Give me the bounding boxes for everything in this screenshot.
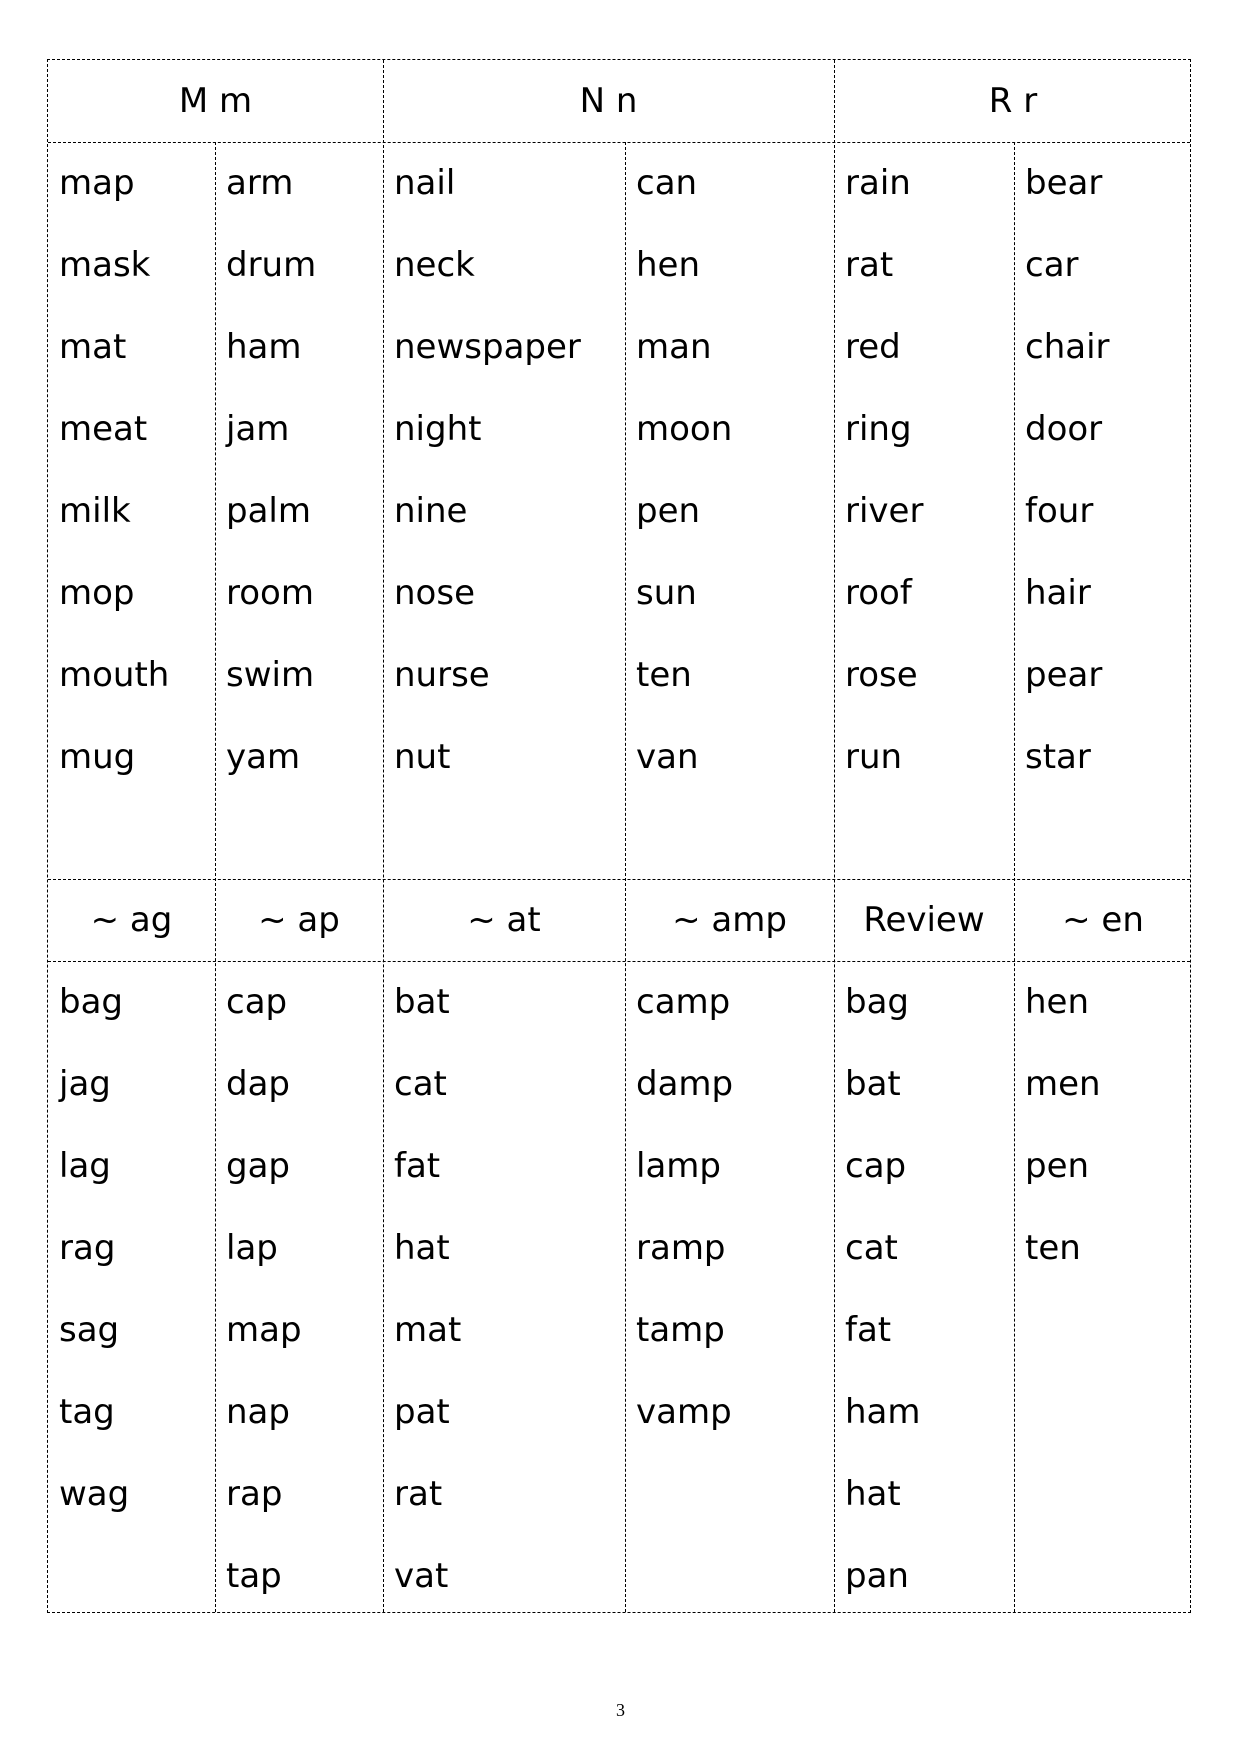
word: tap — [226, 1556, 282, 1596]
word: mug — [59, 737, 136, 777]
word: hen — [636, 245, 701, 285]
word: rose — [845, 655, 918, 695]
word: wag — [59, 1474, 130, 1514]
word: swim — [226, 655, 315, 695]
word: can — [636, 163, 698, 203]
word-column-r-initial — [834, 142, 1014, 798]
word: pear — [1025, 655, 1103, 695]
word: nurse — [394, 655, 490, 695]
word-column-m-initial — [48, 142, 215, 798]
word: cat — [845, 1228, 898, 1268]
word: roof — [845, 573, 912, 613]
word: drum — [226, 245, 317, 285]
word: bat — [394, 982, 450, 1022]
word: mop — [59, 573, 135, 613]
word: newspaper — [394, 327, 581, 367]
word: sun — [636, 573, 697, 613]
word: car — [1025, 245, 1079, 285]
word: mouth — [59, 655, 170, 695]
word: pan — [845, 1556, 909, 1596]
word: map — [59, 163, 135, 203]
word: lamp — [636, 1146, 721, 1186]
word: tamp — [636, 1310, 725, 1350]
word-column-m-final — [215, 142, 383, 798]
header-amp: ~ amp — [672, 900, 787, 940]
word: van — [636, 737, 699, 777]
word: ham — [226, 327, 302, 367]
word: nose — [394, 573, 475, 613]
word: mask — [59, 245, 151, 285]
word: red — [845, 327, 901, 367]
word: meat — [59, 409, 148, 449]
word: ten — [636, 655, 692, 695]
word: rain — [845, 163, 911, 203]
word-column-en — [1014, 961, 1192, 1289]
word: camp — [636, 982, 731, 1022]
word: arm — [226, 163, 294, 203]
header-n: N n — [579, 81, 638, 121]
word: rat — [845, 245, 894, 285]
word: cat — [394, 1064, 447, 1104]
word: four — [1025, 491, 1094, 531]
word: hat — [845, 1474, 901, 1514]
word: gap — [226, 1146, 290, 1186]
header-ag: ~ ag — [90, 900, 173, 940]
word: nut — [394, 737, 451, 777]
word: cap — [845, 1146, 907, 1186]
word: rat — [394, 1474, 443, 1514]
header-r: R r — [988, 81, 1038, 121]
word: pat — [394, 1392, 450, 1432]
word: jag — [59, 1064, 111, 1104]
word: star — [1025, 737, 1091, 777]
word: hen — [1025, 982, 1090, 1022]
word: run — [845, 737, 903, 777]
word-column-ap — [215, 961, 383, 1617]
word-column-n-final — [625, 142, 834, 798]
word-column-r-final — [1014, 142, 1192, 798]
word: rag — [59, 1228, 116, 1268]
word: rap — [226, 1474, 283, 1514]
word: nap — [226, 1392, 290, 1432]
word: ten — [1025, 1228, 1081, 1268]
word: mat — [59, 327, 127, 367]
word: bat — [845, 1064, 901, 1104]
word: map — [226, 1310, 302, 1350]
word-table — [47, 59, 1191, 1613]
word: bag — [59, 982, 123, 1022]
header-en: ~ en — [1062, 900, 1144, 940]
word: river — [845, 491, 924, 531]
word: neck — [394, 245, 475, 285]
word: ham — [845, 1392, 921, 1432]
word: palm — [226, 491, 311, 531]
word: yam — [226, 737, 301, 777]
word: cap — [226, 982, 288, 1022]
word: bag — [845, 982, 909, 1022]
word: hair — [1025, 573, 1091, 613]
word: man — [636, 327, 712, 367]
word: lag — [59, 1146, 111, 1186]
header-ap: ~ ap — [258, 900, 340, 940]
word-column-ag — [48, 961, 215, 1535]
word: men — [1025, 1064, 1101, 1104]
word: lap — [226, 1228, 278, 1268]
word: moon — [636, 409, 733, 449]
header-review: Review — [863, 900, 985, 940]
word: nail — [394, 163, 456, 203]
word: room — [226, 573, 314, 613]
word: milk — [59, 491, 131, 531]
word: ring — [845, 409, 912, 449]
word: fat — [845, 1310, 892, 1350]
word: bear — [1025, 163, 1103, 203]
word: vamp — [636, 1392, 732, 1432]
word: jam — [226, 409, 290, 449]
header-at: ~ at — [467, 900, 541, 940]
word: sag — [59, 1310, 120, 1350]
word: tag — [59, 1392, 115, 1432]
word: vat — [394, 1556, 449, 1596]
word: chair — [1025, 327, 1110, 367]
word: dap — [226, 1064, 290, 1104]
word-column-amp — [625, 961, 834, 1453]
word-column-review — [834, 961, 1014, 1617]
word: night — [394, 409, 482, 449]
page-number: 3 — [616, 1700, 625, 1720]
word: mat — [394, 1310, 462, 1350]
word: door — [1025, 409, 1103, 449]
word: pen — [1025, 1146, 1090, 1186]
word-column-n-initial — [383, 142, 625, 798]
word: pen — [636, 491, 701, 531]
word: hat — [394, 1228, 450, 1268]
word: nine — [394, 491, 468, 531]
header-m: M m — [178, 81, 253, 121]
word: damp — [636, 1064, 734, 1104]
word: ramp — [636, 1228, 726, 1268]
word-column-at — [383, 961, 625, 1617]
word: fat — [394, 1146, 441, 1186]
